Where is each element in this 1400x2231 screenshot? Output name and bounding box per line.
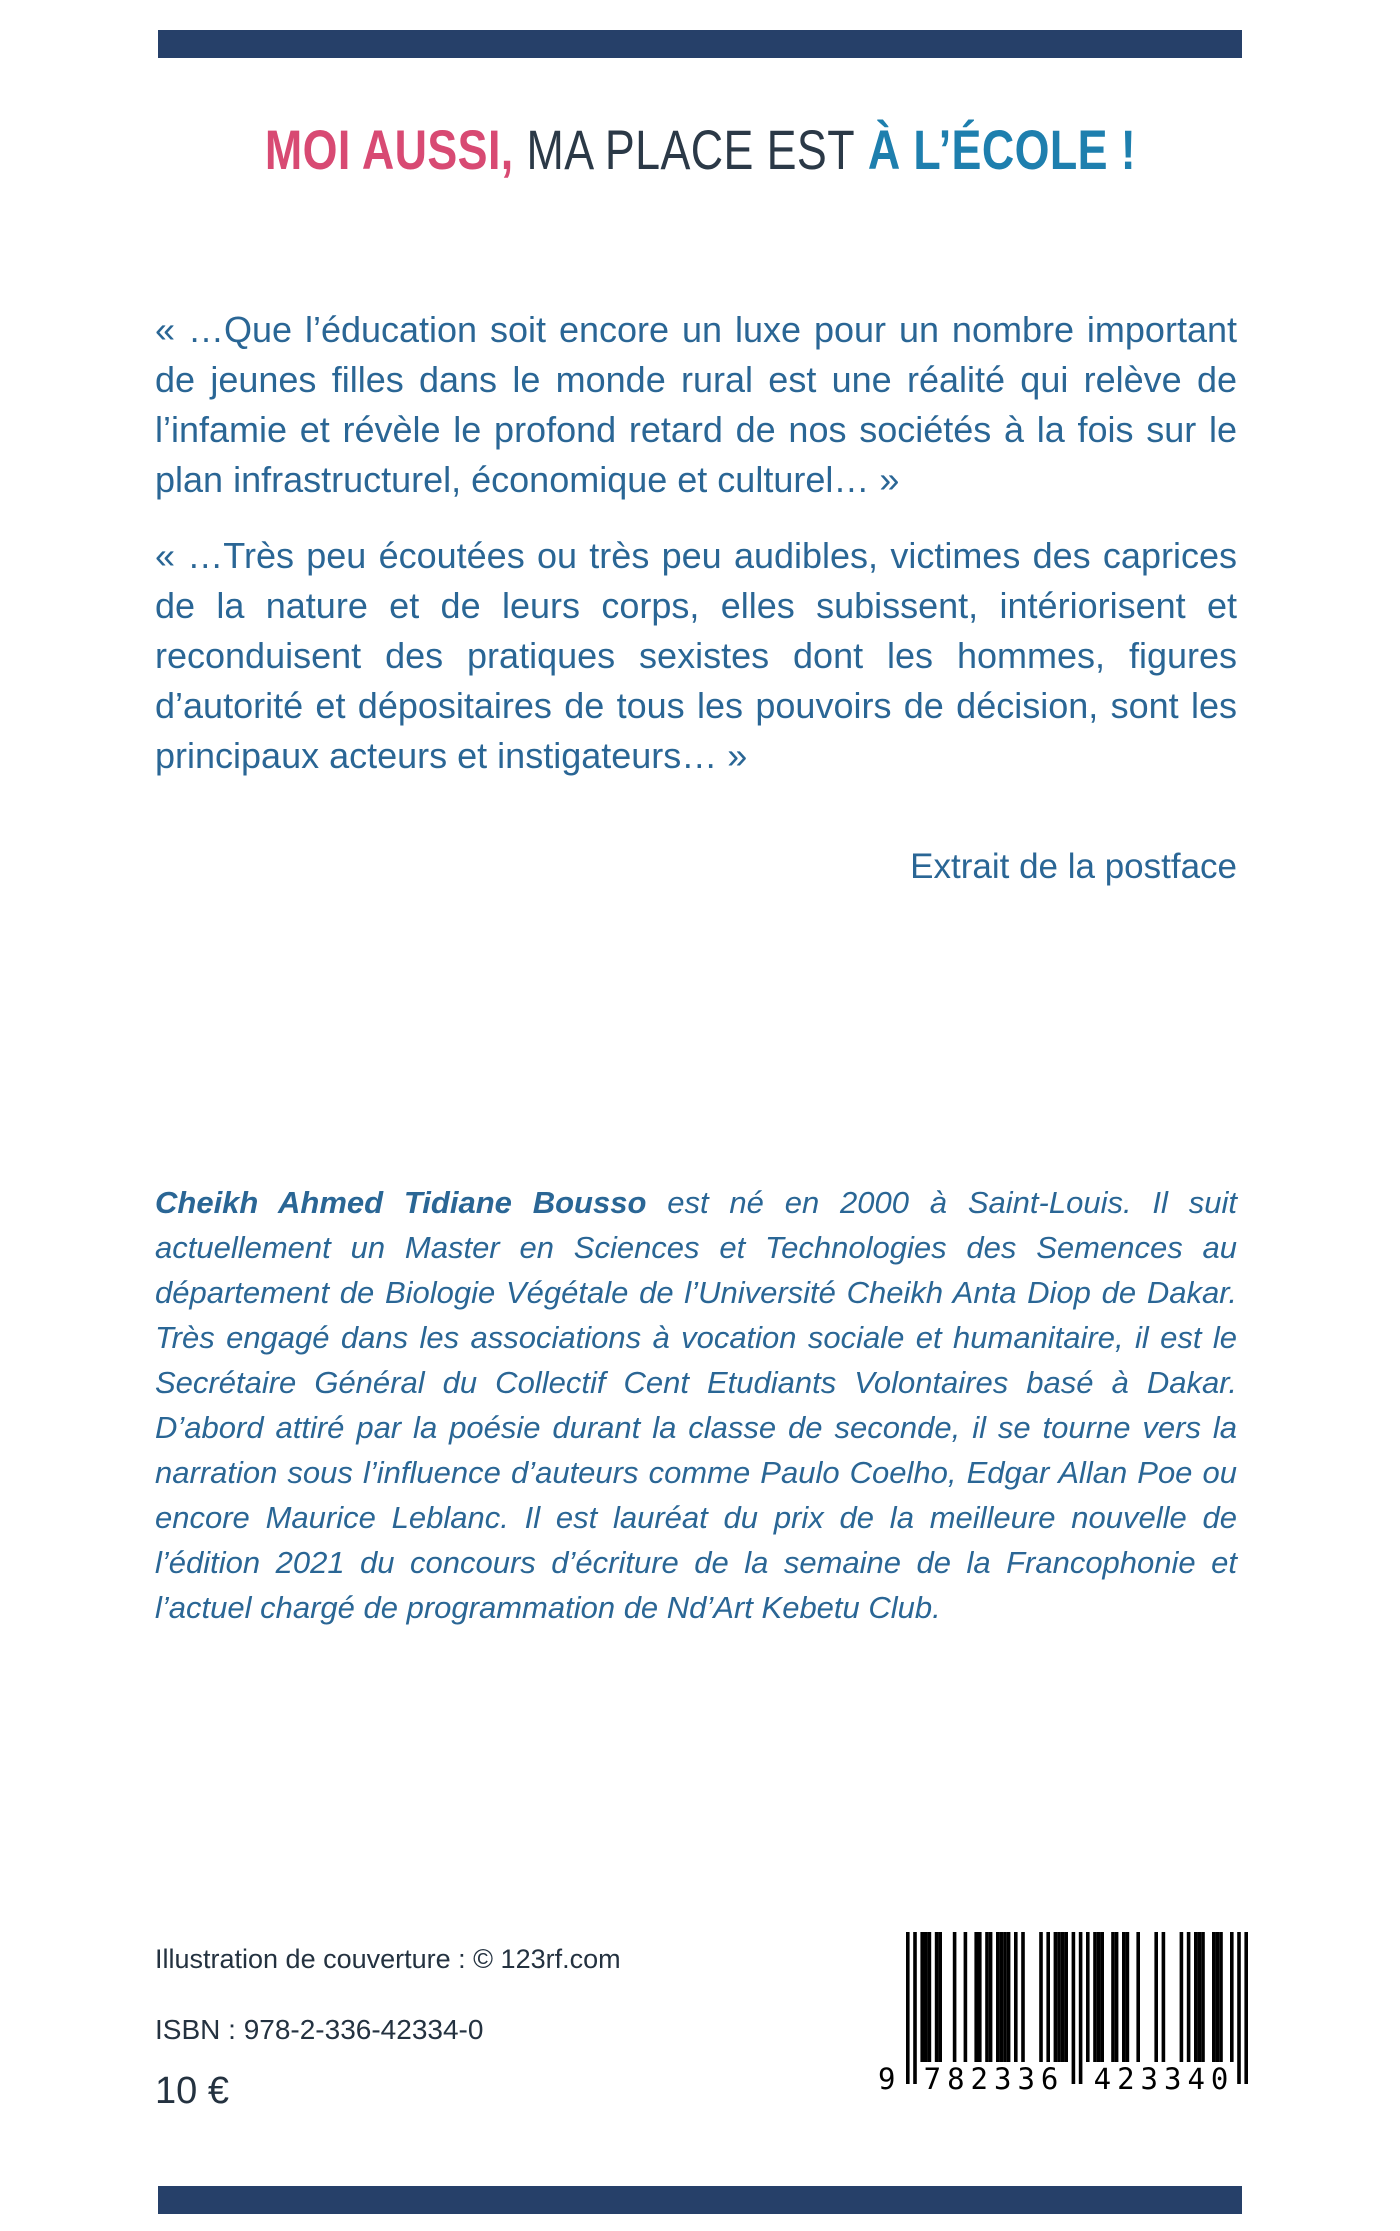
- barcode: [878, 1932, 1258, 2104]
- author-name: Cheikh Ahmed Tidiane Bousso: [155, 1185, 647, 1220]
- author-bio: [155, 1180, 1237, 1630]
- book-title-line: [264, 118, 1135, 182]
- barcode-digit-group: 423340: [1093, 2062, 1235, 2096]
- quote-paragraph-2: « …Très peu écoutées ou très peu audibles, victimes des caprices de la nature et de leurs corps, elles subissent, intériorisent et reconduisent des pratiques sexistes dont les hommes, figures d’autorité et dépositaires de tous les pouvoirs de décision, sont les principaux acteurs et instigateurs… »: [155, 535, 1237, 776]
- barcode-digit-group: 782336: [923, 2062, 1065, 2096]
- quote-paragraph-1: « …Que l’éducation soit encore un luxe pour un nombre important de jeunes filles dans le monde rural est une réalité qui relève de l’infamie et révèle le profond retard de nos sociétés à la fois sur le plan infrastructurel, économique et culturel… »: [155, 309, 1237, 500]
- quote-source: Extrait de la postface: [910, 847, 1237, 886]
- title-part-blue: À L’ÉCOLE !: [867, 118, 1136, 181]
- author-bio-text: est né en 2000 à Saint-Louis. Il suit actuellement un Master en Sciences et Technologies des Semences au département de Biologie Végétale de l’Université Cheikh Anta Diop de Dakar. Très engagé dans les associations à vocation sociale et humanitaire, il est le Secrétaire Général du Collectif Cent Etudiants Volontaires basé à Dakar. D’abord attiré par la poésie durant la classe de seconde, il se tourne vers la narration sous l’influence d’auteurs comme Paulo Coelho, Edgar Allan Poe ou encore Maurice Leblanc. Il est lauréat du prix de la meilleure nouvelle de l’édition 2021 du concours d’écriture de la semaine de la Francophonie et l’actuel chargé de programmation de Nd’Art Kebetu Club.: [155, 1185, 1237, 1625]
- back-cover-quotes: [155, 305, 1237, 887]
- title-part-pink: MOI AUSSI,: [264, 118, 514, 181]
- bottom-accent-bar: [158, 2186, 1242, 2214]
- price-label: 10 €: [155, 2070, 229, 2112]
- barcode-digit-group: 9: [878, 2062, 896, 2096]
- book-title: [0, 118, 1400, 182]
- top-accent-bar: [158, 30, 1242, 58]
- title-part-dark: MA PLACE EST: [526, 118, 855, 181]
- illustration-credit: Illustration de couverture : © 123rf.com: [155, 1944, 621, 1974]
- isbn-number: ISBN : 978-2-336-42334-0: [155, 2014, 484, 2045]
